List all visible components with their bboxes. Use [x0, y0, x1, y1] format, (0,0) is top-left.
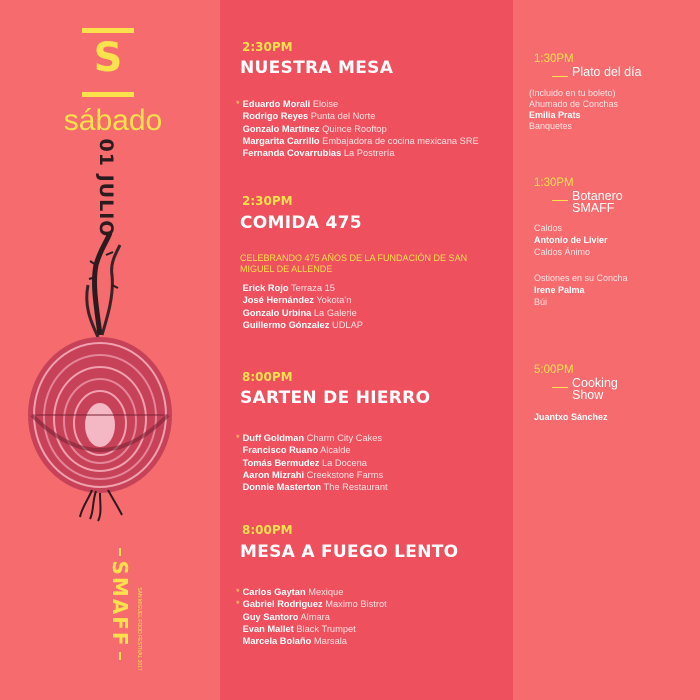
side-event-title: Botanero: [572, 189, 623, 203]
onion-illustration: [22, 225, 178, 525]
side-event-title-2: SMAFF: [572, 201, 615, 215]
side-event-line: Ahumado de Conchas: [529, 99, 619, 109]
list-item: Evan Mallet Black Trumpet: [242, 623, 356, 634]
list-item: Gonzalo Martínez Quince Rooftop: [242, 123, 387, 134]
list-item: Gonzalo Urbina La Galerie: [242, 307, 357, 318]
event-note: CELEBRANDO 475 AÑOS DE LA FUNDACIÓN DE SAN MIGUEL DE ALLENDE: [240, 253, 468, 274]
side-event-title: Plato del día: [572, 65, 642, 79]
list-item: * Gabriel Rodriguez Maximo Bistrot: [236, 599, 387, 610]
logo-subtitle-text: SAN MIGUEL FOOD FESTIVAL 2017: [136, 587, 142, 671]
list-item: * Carlos Gaytan Mexique: [236, 587, 344, 597]
event-title: SARTEN DE HIERRO: [240, 388, 431, 408]
side-event-time: 5:00PM: [534, 364, 574, 376]
side-event-time: 1:30PM: [534, 53, 574, 65]
side-event-title-2: Show: [572, 388, 604, 402]
list-item: Marcela Bolaño Marsala: [242, 636, 347, 647]
logo-line-top: [119, 548, 121, 556]
event-title: COMIDA 475: [240, 213, 362, 233]
side-event-line: Caldos: [534, 223, 563, 233]
date-text: 01 JULIO: [95, 138, 117, 238]
list-item: Erick Rojo Terraza 15: [242, 283, 335, 293]
side-event-line: Emilia Prats: [529, 110, 581, 120]
side-event-line: Irene Palma: [534, 285, 585, 295]
bottom-bar: [82, 92, 134, 97]
day-letter: S: [93, 35, 123, 81]
event-time: 8:00PM: [242, 370, 293, 384]
list-item: Francisco Ruano Alcalde: [242, 445, 351, 456]
list-item: Guy Santoro Almara: [242, 611, 330, 622]
side-event-line: Caldos Ánimo: [534, 247, 591, 257]
list-item: * Eduardo Morali Eloise: [236, 99, 339, 109]
list-item: Fernanda Covarrubias La Postrería: [242, 148, 395, 159]
side-event-line: Juantxo Sánchez: [534, 412, 608, 422]
list-item: * Duff Goldman Charm City Cakes: [236, 433, 383, 443]
side-event-time: 1:30PM: [534, 177, 574, 189]
list-item: José Hernández Yokota'n: [242, 295, 352, 306]
side-event-line: Banquetes: [529, 121, 573, 131]
event-people-list: [236, 98, 512, 159]
list-item: Guillermo Gónzalez UDLAP: [242, 319, 363, 330]
list-item: Tomás Bermudez La Docena: [242, 457, 367, 468]
side-event-line: Ostiones en su Concha: [534, 273, 628, 283]
event-people-list: [236, 282, 512, 331]
list-item: Rodrigo Reyes Punta del Norte: [242, 111, 376, 122]
event-people-list: [236, 432, 512, 493]
event-title: MESA A FUEGO LENTO: [240, 542, 459, 562]
list-item: Margarita Carrillo Embajadora de cocina mexicana SRE: [242, 135, 479, 146]
smaff-logo-block: [105, 548, 145, 671]
side-event-rule: [552, 387, 568, 388]
event-time: 2:30PM: [242, 194, 293, 208]
event-title: NUESTRA MESA: [240, 58, 394, 78]
side-event-line: Antonio de Livier: [534, 235, 608, 245]
list-item: Donnie Masterton The Restaurant: [242, 482, 388, 493]
day-name: sábado: [63, 104, 163, 137]
date-label: [92, 138, 120, 238]
logo-subtitle: [131, 587, 147, 671]
logo-text: SMAFF: [108, 560, 132, 648]
side-event-line: Búi: [534, 297, 548, 307]
event-people-list: [236, 586, 512, 647]
side-event-rule: [552, 76, 568, 77]
event-time: 2:30PM: [242, 40, 293, 54]
event-time: 8:00PM: [242, 523, 293, 537]
logo-line-bottom: [119, 652, 121, 660]
list-item: Aaron Mizrahi Creekstone Farms: [242, 469, 384, 480]
side-event-title: Cooking: [572, 376, 618, 390]
side-event-rule: [552, 200, 568, 201]
top-bar: [82, 28, 134, 33]
side-event-line: (Incluido en tu boleto): [529, 88, 616, 98]
